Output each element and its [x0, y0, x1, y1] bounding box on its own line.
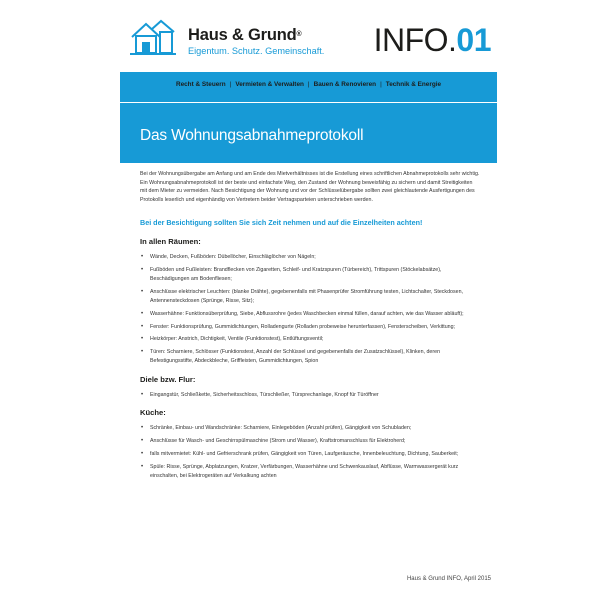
- intro-paragraph: Bei der Wohnungsübergabe am Anfang und am Ende des Mietverhältnisses ist die Erstellung eines schriftlichen Abnahmeprotokolls sehr wichtig. Ein Wohnungsabnahmeprotokoll ist der beste und einfachste Weg, den Zustand der Wohnung beweisfähig zu sichern und damit Streitigkeiten mit dem Mieter zu vermeiden. Nach Besichtigung der Wohnung und vor der Schlüsselübergabe sollten zwei gleichlautende Ausfertigungen des Protokolls leserlich und eigenhändig von Vertretern beider Vertragsparteien unterschrieben werden.: [140, 171, 480, 203]
- sections: [140, 237, 480, 480]
- list-item: • Wände, Decken, Fußböden: Dübellöcher, Einschläglöcher von Nägeln;: [140, 253, 480, 262]
- nav-separator: |: [380, 81, 382, 88]
- footer-text: Haus & Grund INFO, April 2015: [406, 576, 491, 582]
- section-heading: Diele bzw. Flur:: [140, 374, 196, 384]
- section-heading: Küche:: [140, 408, 166, 418]
- list-item: • Anschlüsse für Wasch- und Geschirrspülmaschine (Strom und Wasser), Kraftstromanschluss für Elektroherd;: [140, 437, 480, 446]
- section-list: [140, 391, 480, 400]
- document-content: [140, 170, 480, 485]
- list-item: • Eingangstür, Schließkette, Sicherheitsschloss, Türschließer, Türsprechanlage, Knopf für Türöffner: [140, 391, 480, 400]
- house-logo-icon: [130, 18, 176, 56]
- brand-tagline: Eigentum. Schutz. Gemeinschaft.: [188, 46, 325, 56]
- nav-separator: |: [307, 81, 310, 88]
- list-item: • Wasserhähne: Funktionsüberprüfung, Siebe, Abflussrohre (jedes Waschbecken einmal füllen, darauf achten, wie das Wasser abläuft);: [140, 310, 480, 319]
- section-list: [140, 253, 480, 365]
- nav-item[interactable]: Vermieten & Verwalten: [235, 81, 304, 88]
- nav-item[interactable]: Bauen & Renovieren: [313, 81, 377, 88]
- nav-item[interactable]: Recht & Steuern: [175, 81, 226, 88]
- list-item: • Anschlüsse elektrischer Leuchten: (blanke Drähte), gegebenenfalls mit Phasenprüfer Stromführung testen, Lichtschalter, Steckdosen, Antennensteckdosen (Sprünge, Risse, Sitz);: [140, 288, 480, 305]
- list-item: • Heizkörper: Anstrich, Dichtigkeit, Ventile (Funktionstest), Entlüftungsventil;: [140, 335, 480, 344]
- list-item: • falls mitvermietet: Kühl- und Gefrierschrank prüfen, Gängigkeit von Türen, Laufgeräusche, Innenbeleuchtung, Dichtung, Sauberkeit;: [140, 450, 480, 459]
- brand-name: Haus & Grund®: [188, 26, 302, 44]
- info-label: INFO.01: [373, 22, 491, 58]
- list-item: • Schränke, Einbau- und Wandschränke: Scharniere, Einlegeböden (Anzahl prüfen), Gängigkeit von Schubladen;: [140, 424, 480, 433]
- nav-separator: |: [229, 81, 232, 88]
- list-item: • Spüle: Risse, Sprünge, Abplatzungen, Kratzer, Verfärbungen, Wasserhähne und Schwenkauslauf, Abflüsse, Warmwassergerät kurz einschalten, bei Elektrogeräten auf Verkalkung achten: [140, 463, 480, 480]
- info-number: 01: [456, 22, 491, 58]
- section-heading: In allen Räumen:: [140, 237, 201, 247]
- highlight-text: Bei der Besichtigung sollten Sie sich Zeit nehmen und auf die Einzelheiten achten!: [140, 218, 423, 228]
- list-item: • Fußböden und Fußleisten: Brandflecken von Zigaretten, Schleif- und Kratzspuren (Türbereich), Trittspuren (Stöckelabsätze), Beschädigungen am Bodenfliesen;: [140, 266, 480, 283]
- document-page: [120, 0, 497, 600]
- title-band: [120, 102, 497, 163]
- list-item: • Fenster: Funktionsprüfung, Gummidichtungen, Rolladengurte (Rolladen probeweise herunterfassen), Fensterscheiben, Verkittung;: [140, 323, 480, 332]
- nav-item[interactable]: Technik & Energie: [385, 81, 442, 88]
- brand-block: [188, 26, 324, 57]
- list-item: • Türen: Scharniere, Schlösser (Funktionstest, Anzahl der Schlüssel und gegebenenfalls der Zusatzschlüssel), Klinken, deren Befestigungsstifte, Abdeckbleche, Griffleisten, Gummidichtungen, Spion: [140, 348, 480, 365]
- category-nav: [120, 72, 497, 102]
- page-title: Das Wohnungsabnahmeprotokoll: [140, 127, 364, 144]
- section-list: [140, 424, 480, 480]
